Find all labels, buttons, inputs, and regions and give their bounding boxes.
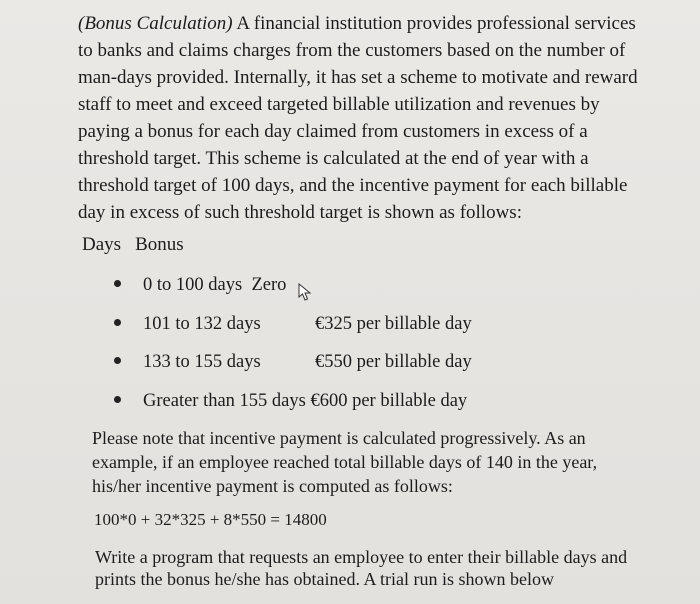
- bullet-bonus: €600 per billable day: [310, 391, 468, 411]
- title-italic: (Bonus Calculation): [78, 13, 233, 34]
- mouse-pointer-icon: [297, 283, 315, 308]
- note-line-2: example, if an employee reached total billable days of 140 in the year,: [92, 452, 598, 472]
- bullet-dot-icon: [114, 280, 121, 287]
- bullet-range: 133 to 155 days: [143, 352, 261, 372]
- bullet-range: 101 to 132 days: [143, 314, 261, 334]
- bullet-dot-icon: [114, 357, 121, 364]
- intro-line-4: staff to meet and exceed targeted billable utilization and revenues by: [78, 94, 600, 115]
- note-line-1: Please note that incentive payment is calculated progressively. As an: [92, 428, 586, 448]
- task-paragraph: [95, 546, 685, 590]
- bullet-item: [114, 391, 467, 412]
- note-line-3: his/her incentive payment is computed as follows:: [92, 476, 453, 496]
- bullet-item: [114, 352, 472, 373]
- bullet-dot-icon: [114, 319, 121, 326]
- bonus-header: Bonus: [135, 234, 184, 255]
- bullet-bonus: Zero: [251, 275, 287, 295]
- intro-line-2: to banks and claims charges from the customers based on the number of: [78, 40, 626, 61]
- task-line-2: prints the bonus he/she has obtained. A trial run is shown below: [95, 569, 554, 589]
- bullet-item: [114, 275, 286, 296]
- example-calculation: 100*0 + 32*325 + 8*550 = 14800: [94, 510, 327, 529]
- bullet-range: 0 to 100 days: [143, 275, 243, 295]
- days-bonus-header: [82, 234, 184, 256]
- note-paragraph: [92, 426, 682, 498]
- bullet-bonus: €325 per billable day: [315, 314, 472, 334]
- intro-line-5: paying a bonus for each day claimed from customers in excess of a: [78, 121, 588, 142]
- days-header: Days: [82, 234, 122, 255]
- bullet-item: [114, 314, 472, 335]
- task-line-1: Write a program that requests an employee to enter their billable days and: [95, 547, 628, 567]
- intro-paragraph: [78, 10, 688, 226]
- intro-line-1: (Bonus Calculation) A financial institution provides professional services: [78, 13, 636, 34]
- bullet-range: Greater than 155 days: [143, 391, 306, 411]
- intro-line-6: threshold target. This scheme is calculated at the end of year with a: [78, 148, 589, 169]
- intro-line-3: man-days provided. Internally, it has set a scheme to motivate and reward: [78, 67, 638, 88]
- intro-line-8: day in excess of such threshold target is shown as follows:: [78, 202, 522, 223]
- bullet-bonus: €550 per billable day: [315, 352, 472, 372]
- bullet-dot-icon: [114, 396, 121, 403]
- intro-line-7: threshold target of 100 days, and the incentive payment for each billable: [78, 175, 628, 196]
